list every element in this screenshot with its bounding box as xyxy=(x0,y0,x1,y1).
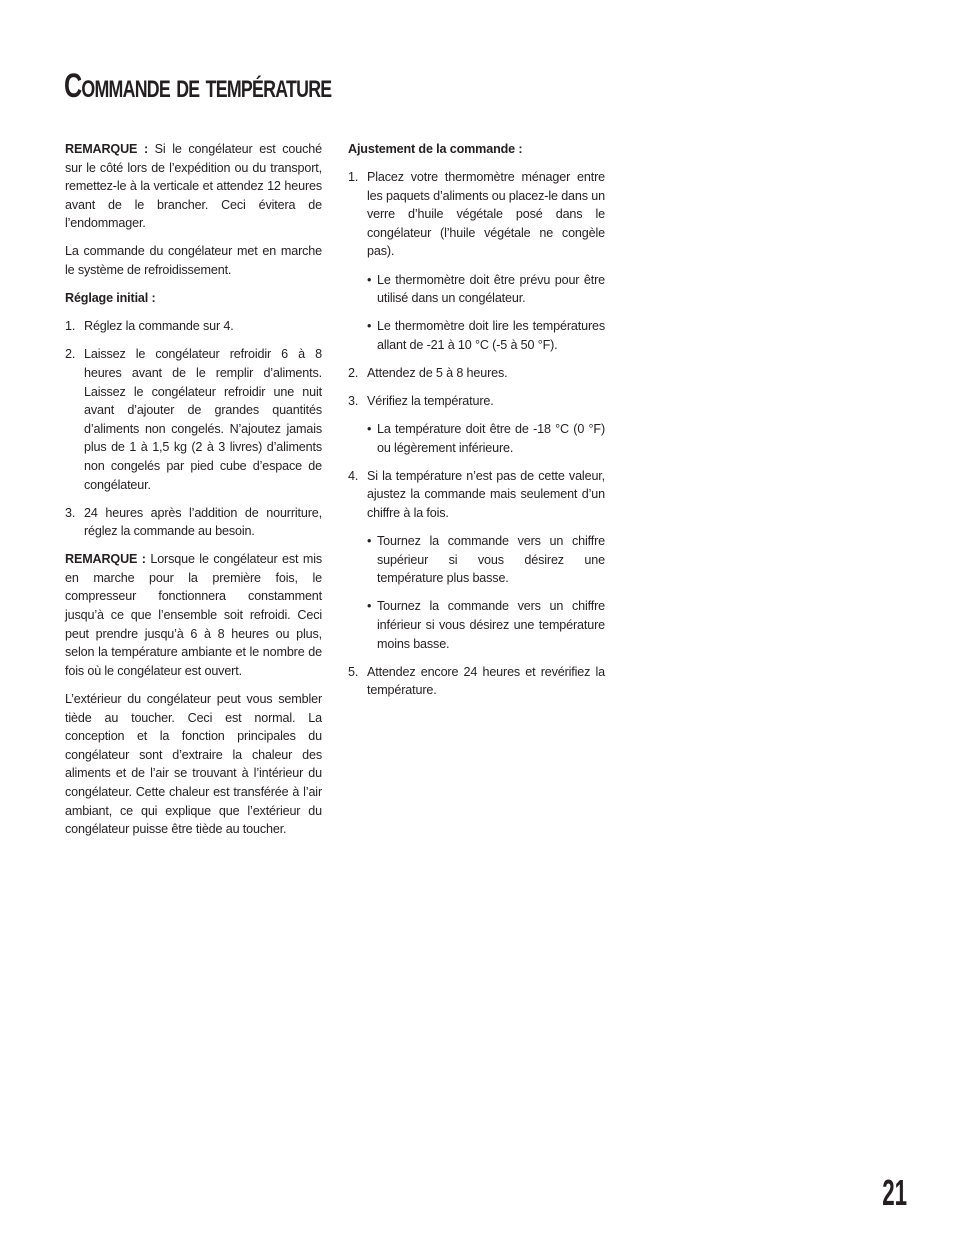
note-compressor xyxy=(65,550,322,680)
list-item xyxy=(348,364,605,383)
list-item xyxy=(348,168,605,261)
list-number: 3. xyxy=(348,394,359,409)
bullet-item xyxy=(348,317,605,354)
list-item xyxy=(65,345,322,494)
list-number: 1. xyxy=(65,319,76,334)
bullet-icon: • xyxy=(367,272,372,287)
right-column xyxy=(348,140,605,709)
list-item xyxy=(65,317,322,336)
bullet-text: La température doit être de -18 °C (0 °F) ou légèrement inférieure. xyxy=(377,422,605,455)
note-text: Lorsque le congélateur est mis en marche pour la première fois, le compresseur fonctionnera constamment jusqu’à ce que l’ensemble soit refroidi. Ceci peut prendre jusqu’à 6 à 8 heures ou plus, selon la température ambiante et le nombre de fois où le congélateur est ouvert. xyxy=(65,552,322,678)
list-number: 5. xyxy=(348,664,359,679)
bullet-text: Tournez la commande vers un chiffre supérieur si vous désirez une température plus basse. xyxy=(377,534,605,586)
bullet-item xyxy=(348,532,605,588)
list-item xyxy=(65,504,322,541)
bullet-icon: • xyxy=(367,599,372,614)
list-text: 24 heures après l’addition de nourriture, réglez la commande au besoin. xyxy=(84,505,322,539)
list-number: 4. xyxy=(348,468,359,483)
list-text: Placez votre thermomètre ménager entre les paquets d’aliments ou placez-le dans un verre d’huile végétale posé dans le congélateur (l’huile végétale ne congèle pas). xyxy=(367,170,605,259)
left-column xyxy=(65,140,322,848)
note-initial-orientation xyxy=(65,140,322,233)
initial-setting-heading: Réglage initial : xyxy=(65,291,156,306)
list-item xyxy=(348,467,605,523)
bullet-item xyxy=(348,597,605,653)
note-text: Si le congélateur est couché sur le côté lors de l’expédition ou du transport, remettez-le à la verticale et attendez 12 heures avant de le brancher. Ceci évitera de l’endommager. xyxy=(65,142,322,231)
list-item xyxy=(348,392,605,411)
list-number: 3. xyxy=(65,505,76,520)
bullet-item xyxy=(348,420,605,457)
intro-paragraph: La commande du congélateur met en marche le système de refroidissement. xyxy=(65,244,322,278)
list-number: 2. xyxy=(65,347,76,362)
list-item xyxy=(348,663,605,700)
list-text: Laissez le congélateur refroidir 6 à 8 heures avant de le remplir d’aliments. Laissez le congélateur refroidir une nuit avant d’ajouter de grandes quantités d’aliments non congelés. N’ajoutez jamais plus de 1 à 1,5 kg (2 à 3 livres) d’aliments non congelés par pied cube d’espace de congélateur. xyxy=(84,347,322,492)
list-number: 2. xyxy=(348,365,359,380)
adjustment-heading: Ajustement de la commande : xyxy=(348,142,523,156)
bullet-icon: • xyxy=(367,422,372,437)
bullet-text: Tournez la commande vers un chiffre inférieur si vous désirez une température moins basse. xyxy=(377,599,605,651)
bullet-icon: • xyxy=(367,319,372,334)
note-label: REMARQUE : xyxy=(65,142,148,156)
bullet-icon: • xyxy=(367,534,372,549)
page-title: Commande de température xyxy=(64,67,332,105)
list-number: 1. xyxy=(348,170,359,185)
list-text: Attendez encore 24 heures et revérifiez la température. xyxy=(367,664,605,698)
page-number: 21 xyxy=(882,1172,907,1213)
list-text: Si la température n’est pas de cette valeur, ajustez la commande mais seulement d’un chiffre à la fois. xyxy=(367,468,605,520)
exterior-warmth-paragraph: L’extérieur du congélateur peut vous sembler tiède au toucher. Ceci est normal. La conception et la fonction principales du congélateur sont d’extraire la chaleur des aliments et de l’air se trouvant à l’intérieur du congélateur. Cette chaleur est transférée à l’air ambiant, ce qui explique que l’extérieur du congélateur puisse être tiède au toucher. xyxy=(65,691,322,837)
bullet-text: Le thermomètre doit être prévu pour être utilisé dans un congélateur. xyxy=(377,272,605,306)
bullet-item xyxy=(348,271,605,308)
list-text: Attendez de 5 à 8 heures. xyxy=(367,365,508,380)
note-label: REMARQUE : xyxy=(65,552,146,567)
bullet-text: Le thermomètre doit lire les températures allant de -21 à 10 °C (-5 à 50 °F). xyxy=(377,319,605,352)
list-text: Réglez la commande sur 4. xyxy=(84,319,234,334)
list-text: Vérifiez la température. xyxy=(367,394,494,409)
